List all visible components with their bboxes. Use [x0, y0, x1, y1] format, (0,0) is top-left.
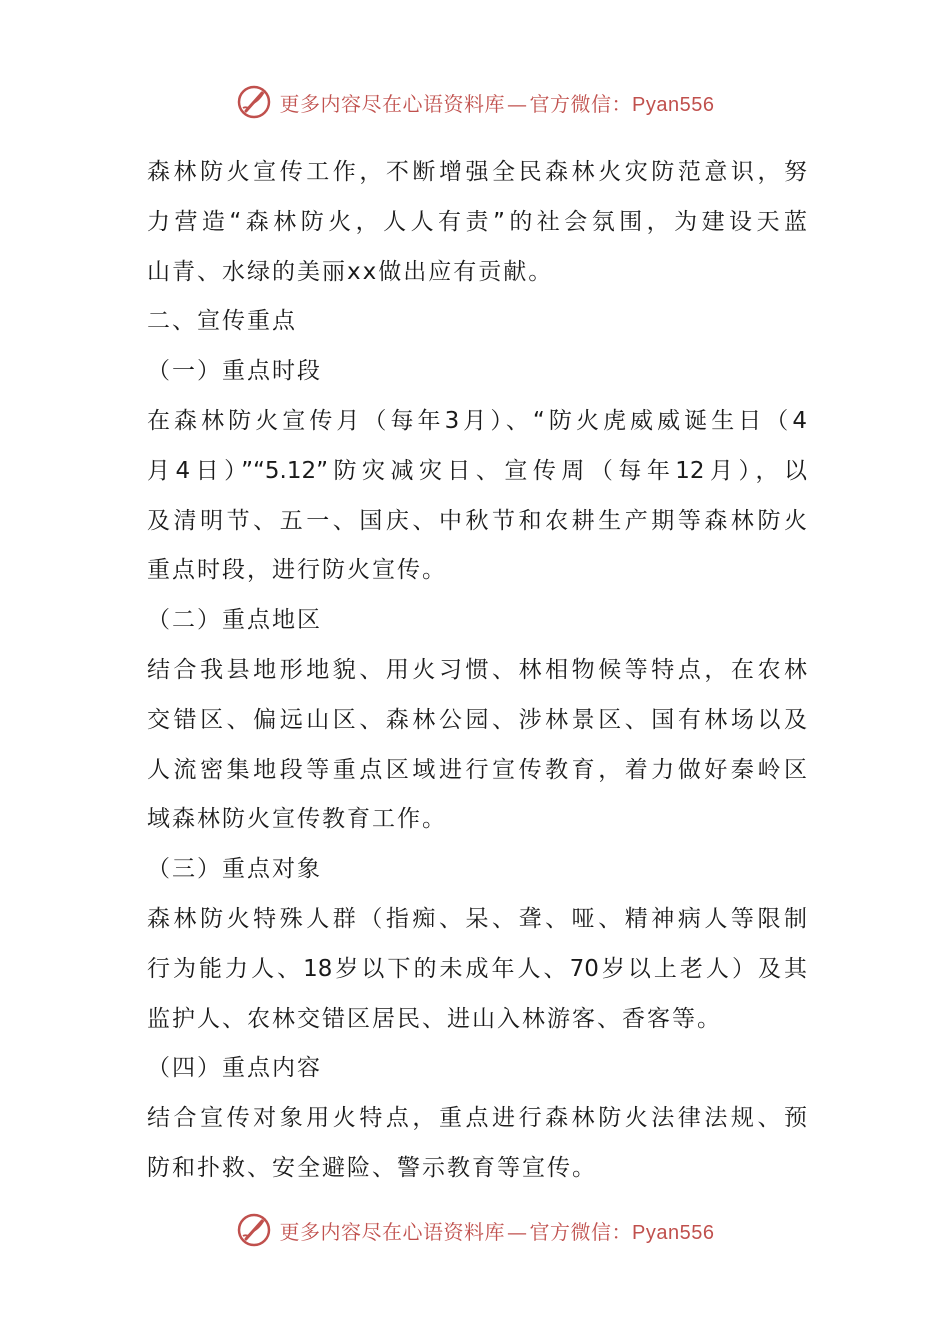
header-text: [280, 88, 715, 117]
footer-site-name: 更多内容尽在心语资料库: [279, 1219, 506, 1244]
body-line-9: 重点时段，进行防火宣传。: [147, 557, 447, 584]
footer-text: [280, 1216, 715, 1245]
footer-wechat-label: 官方微信：: [529, 1219, 633, 1244]
body-line-1: 森林防火宣传工作，不断增强全民森林火灾防范意识，努: [147, 159, 807, 185]
section-heading: 二、宣传重点: [147, 308, 297, 335]
document-body: [147, 148, 807, 1194]
body-line-18: 监护人、农林交错区居民、进山入林游客、香客等。: [147, 1005, 722, 1032]
subsection-heading-4: （四）重点内容: [147, 1055, 322, 1082]
footer-separator: —: [507, 1219, 528, 1244]
footer-account: Pyan556: [632, 1221, 715, 1244]
subsection-heading-3: （三）重点对象: [147, 856, 322, 883]
body-line-6: 在森林防火宣传月（每年3月）、“防火虎威威诞生日（4: [147, 407, 807, 434]
body-line-14: 域森林防火宣传教育工作。: [147, 806, 447, 833]
body-line-7: 月4日）”“5.12”防灾减灾日、宣传周（每年12月），以: [147, 457, 807, 484]
body-line-17: 行为能力人、18岁以下的未成年人、70岁以上老人）及其: [147, 955, 807, 982]
header-wechat-label: 官方微信：: [529, 91, 633, 116]
subsection-heading-2: （二）重点地区: [147, 607, 322, 634]
body-line-21: 防和扑救、安全避险、警示教育等宣传。: [147, 1154, 597, 1181]
header-account: Pyan556: [632, 93, 715, 116]
footer-banner: [0, 1208, 950, 1252]
body-line-2: 力营造“森林防火，人人有责”的社会氛围，为建设天蓝: [147, 208, 807, 235]
body-line-16: 森林防火特殊人群（指痴、呆、聋、哑、精神病人等限制: [147, 905, 807, 932]
body-line-3: 山青、水绿的美丽xx做出应有贡献。: [147, 258, 554, 285]
body-line-8: 及清明节、五一、国庆、中秋节和农耕生产期等森林防火: [147, 507, 807, 534]
body-line-20: 结合宣传对象用火特点，重点进行森林防火法律法规、预: [147, 1105, 807, 1132]
quill-logo-icon: [236, 84, 272, 120]
body-line-11: 结合我县地形地貌、用火习惯、林相物候等特点，在农林: [147, 656, 807, 683]
header-site-name: 更多内容尽在心语资料库: [279, 91, 506, 116]
quill-logo-icon: [236, 1212, 272, 1248]
body-line-12: 交错区、偏远山区、森林公园、涉林景区、国有林场以及: [147, 706, 807, 733]
subsection-heading-1: （一）重点时段: [147, 358, 322, 385]
header-separator: —: [507, 91, 528, 116]
header-banner: [0, 80, 950, 124]
body-line-13: 人流密集地段等重点区域进行宣传教育，着力做好秦岭区: [147, 756, 807, 783]
